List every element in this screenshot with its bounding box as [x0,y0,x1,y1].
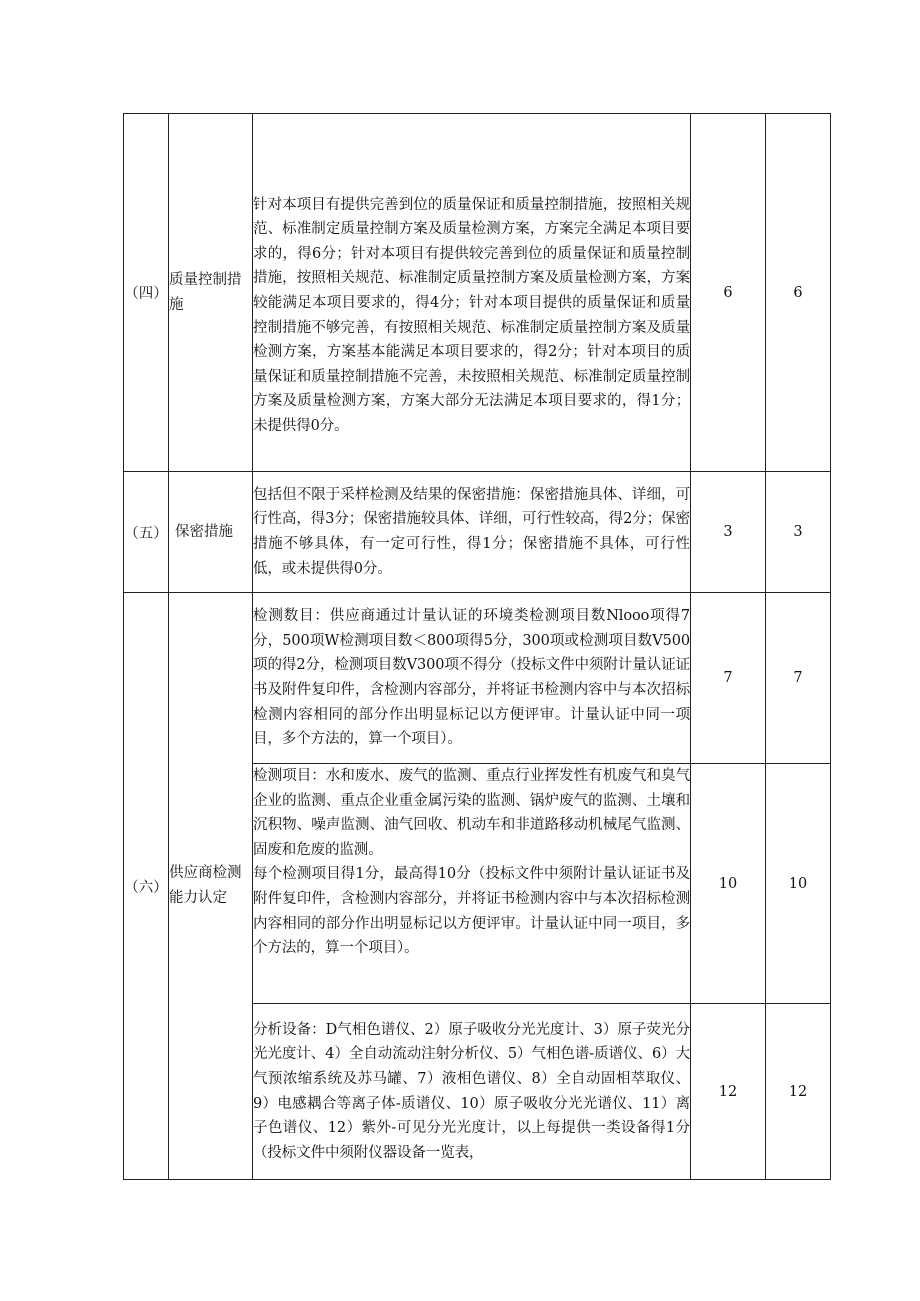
score-value: 10 [766,764,831,1004]
table-row [124,593,831,764]
score-value: 7 [691,593,766,764]
score-value: 12 [766,1004,831,1180]
criterion-name: 保密措施 [169,472,253,593]
score-value: 10 [691,764,766,1004]
criterion-description: 分析设备：D气相色谱仪、2）原子吸收分光光度计、3）原子荧光分光光度计、4）全自动流动注射分析仪、5）气相色谱-质谱仪、6）大气预浓缩系统及苏马罐、7）液相色谱仪、8）全自动固相萃取仪、9）电感耦合等离子体-质谱仪、10）原子吸收分光光谱仪、11）离子色谱仪、12）紫外-可见分光光度计，以上每提供一类设备得1分（投标文件中须附仪器设备一览表， [253,1004,691,1180]
score-value: 6 [691,114,766,472]
score-value: 7 [766,593,831,764]
row-number: （六） [124,593,169,1180]
criterion-description-text: 针对本项目有提供完善到位的质量保证和质量控制措施，按照相关规范、标准制定质量控制方案及质量检测方案，方案完全满足本项目要求的，得6分；针对本项目有提供较完善到位的质量保证和质量控制措施，按照相关规范、标准制定质量控制方案及质量检测方案，方案较能满足本项目要求的，得4分；针对本项目提供的质量保证和质量控制措施不够完善，有按照相关规范、标准制定质量控制方案及质量检测方案，方案基本能满足本项目要求的，得2分；针对本项目的质量保证和质量控制措施不完善，未按照相关规范、标准制定质量控制方案及质量检测方案，方案大部分无法满足本项目要求的，得1分；未提供得0分。 [253,196,690,434]
score-value: 6 [766,114,831,472]
row-number: （五） [124,472,169,593]
criterion-description: 检测项目：水和废水、废气的监测、重点行业挥发性有机废气和臭气企业的监测、重点企业重金属污染的监测、锅炉废气的监测、土壤和沉积物、噪声监测、油气回收、机动车和非道路移动机械尾气监测、固废和危废的监测。 每个检测项目得1分，最高得10分（投标文件中须附计量认证证书及附件复印件，含检测内容部分，并将证书检测内容中与本次招标检测内容相同的部分作出明显标记以方便评审。计量认证中同一项目，多个方法的，算一个项目）。 [253,764,691,1004]
criterion-name: 质量控制措施 [169,114,253,472]
criterion-name: 供应商检测能力认定 [169,593,253,1180]
criterion-description: 包括但不限于采样检测及结果的保密措施：保密措施具体、详细，可行性高，得3分；保密措施较具体、详细，可行性较高，得2分；保密措施不够具体，有一定可行性，得1分；保密措施不具体，可行性低，或未提供得0分。 [253,472,691,593]
criterion-description: 检测数目：供应商通过计量认证的环境类检测项目数Nlooo项得7分，500项W检测项目数＜800项得5分，300项或检测项目数V500项的得2分，检测项目数V300项不得分（投标文件中须附计量认证证书及附件复印件，含检测内容部分，并将证书检测内容中与本次招标检测内容相同的部分作出明显标记以方便评审。计量认证中同一项目，多个方法的，算一个项目）。 [253,593,691,764]
row-number: （四） [124,114,169,472]
score-value: 12 [691,1004,766,1180]
table-row [124,472,831,593]
table-row [124,114,831,472]
scoring-table [123,113,831,1180]
criterion-description [253,114,691,472]
score-value: 3 [766,472,831,593]
score-value: 3 [691,472,766,593]
